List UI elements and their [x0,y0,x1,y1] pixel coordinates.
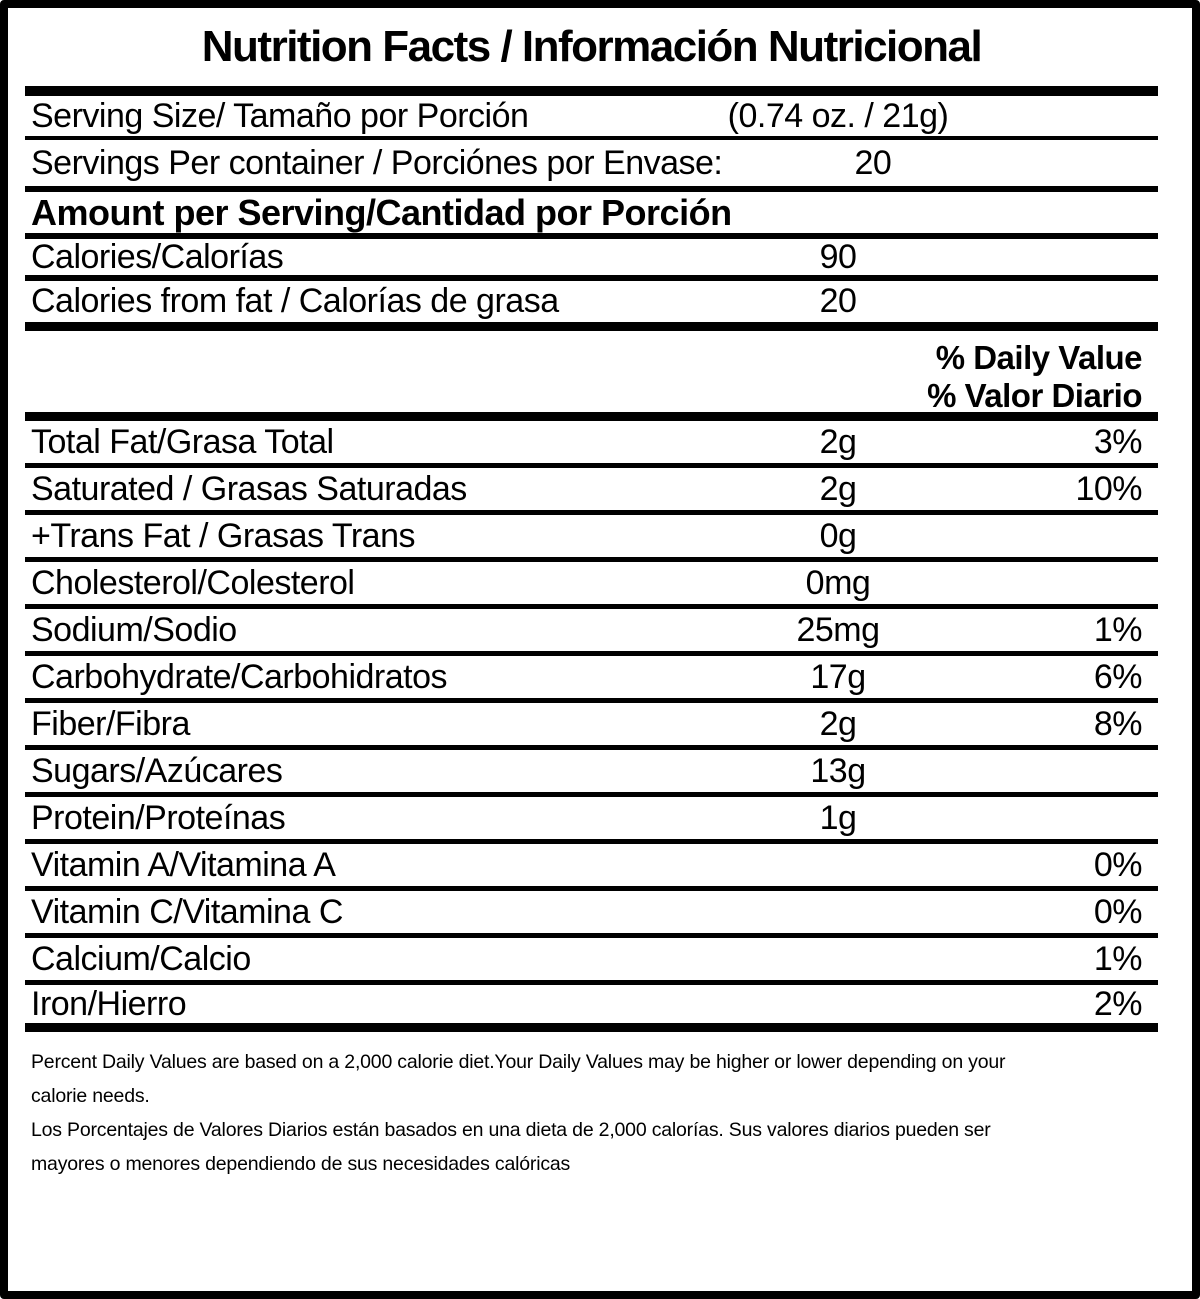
nutrient-amount: 25mg [796,610,880,649]
nutrient-row-trans-fat [25,515,1158,562]
daily-value-header-es: % Valor Diario [927,377,1142,414]
nutrient-row-vitamin-c [25,891,1158,938]
nutrient-label: Total Fat/Grasa Total [31,422,334,461]
nutrient-row-carbohydrate [25,656,1158,703]
nutrient-label: Vitamin C/Vitamina C [31,892,343,931]
footnote-en-line-1: Percent Daily Values are based on a 2,000 calorie diet.Your Daily Values may be higher or lower depending on your [31,1051,1006,1073]
nutrient-label: Sodium/Sodio [31,610,237,649]
nutrient-row-sodium [25,609,1158,656]
nutrient-row-sugars [25,750,1158,797]
daily-value-header-en: % Daily Value [935,339,1142,376]
nutrient-row-fiber [25,703,1158,750]
nutrient-label: Calcium/Calcio [31,939,251,978]
nutrient-dv: 1% [1093,939,1142,978]
footnote-en-line-2: calorie needs. [31,1085,150,1107]
daily-value-header-block [25,331,1158,421]
nutrient-label: Protein/Proteínas [31,798,286,837]
label-title: Nutrition Facts / Información Nutricional [201,22,982,71]
nutrient-row-calcium [25,938,1158,985]
nutrient-row-protein [25,797,1158,844]
calories-label: Calories/Calorías [31,237,284,276]
nutrient-label: Fiber/Fibra [31,704,190,743]
nutrient-label: Iron/Hierro [31,984,187,1023]
serving-size-value: (0.74 oz. / 21g) [727,96,949,135]
servings-per-container-row [25,140,1158,192]
nutrient-row-total-fat [25,421,1158,468]
nutrient-amount: 0mg [805,563,871,602]
nutrient-amount: 1g [819,798,857,837]
nutrient-amount: 17g [810,657,866,696]
nutrient-amount: 13g [810,751,866,790]
nutrient-dv: 0% [1093,892,1142,931]
title-divider-bar [25,86,1158,96]
nutrient-row-saturated-fat [25,468,1158,515]
amount-per-serving-header: Amount per Serving/Cantidad por Porción [31,191,732,233]
nutrient-dv: 3% [1093,422,1142,461]
nutrient-dv: 10% [1075,469,1142,508]
calories-from-fat-value: 20 [819,282,857,320]
nutrient-amount: 2g [819,704,857,743]
nutrient-label: Vitamin A/Vitamina A [31,845,336,884]
servings-per-container-label: Servings Per container / Porciónes por Envase: [31,143,723,182]
nutrient-row-iron [25,985,1158,1032]
serving-size-label: Serving Size/ Tamaño por Porción [31,96,529,135]
footnote-es-line-1: Los Porcentajes de Valores Diarios están basados en una dieta de 2,000 calorías. Sus valores diarios pueden ser [31,1119,991,1141]
nutrient-dv: 0% [1093,845,1142,884]
nutrient-row-vitamin-a [25,844,1158,891]
nutrient-dv: 2% [1093,984,1142,1023]
nutrient-label: Carbohydrate/Carbohidratos [31,657,448,696]
calories-row [25,239,1158,281]
nutrient-row-cholesterol [25,562,1158,609]
serving-size-row [25,96,1158,140]
nutrient-dv: 6% [1093,657,1142,696]
nutrient-amount: 2g [819,422,857,461]
calories-from-fat-row [25,281,1158,331]
footnote-section [25,1032,1158,1181]
nutrient-label: Sugars/Azúcares [31,751,283,790]
calories-from-fat-label: Calories from fat / Calorías de grasa [31,282,559,320]
nutrient-amount: 0g [819,516,857,555]
servings-per-container-value: 20 [854,143,892,182]
amount-per-serving-header-row [25,192,1158,239]
nutrient-dv: 8% [1093,704,1142,743]
nutrient-dv: 1% [1093,610,1142,649]
calories-value: 90 [819,237,857,276]
nutrient-label: +Trans Fat / Grasas Trans [31,516,415,555]
nutrient-amount: 2g [819,469,857,508]
nutrient-label: Cholesterol/Colesterol [31,563,355,602]
nutrient-label: Saturated / Grasas Saturadas [31,469,467,508]
footnote-es-line-2: mayores o menores dependiendo de sus necesidades calóricas [31,1153,571,1175]
